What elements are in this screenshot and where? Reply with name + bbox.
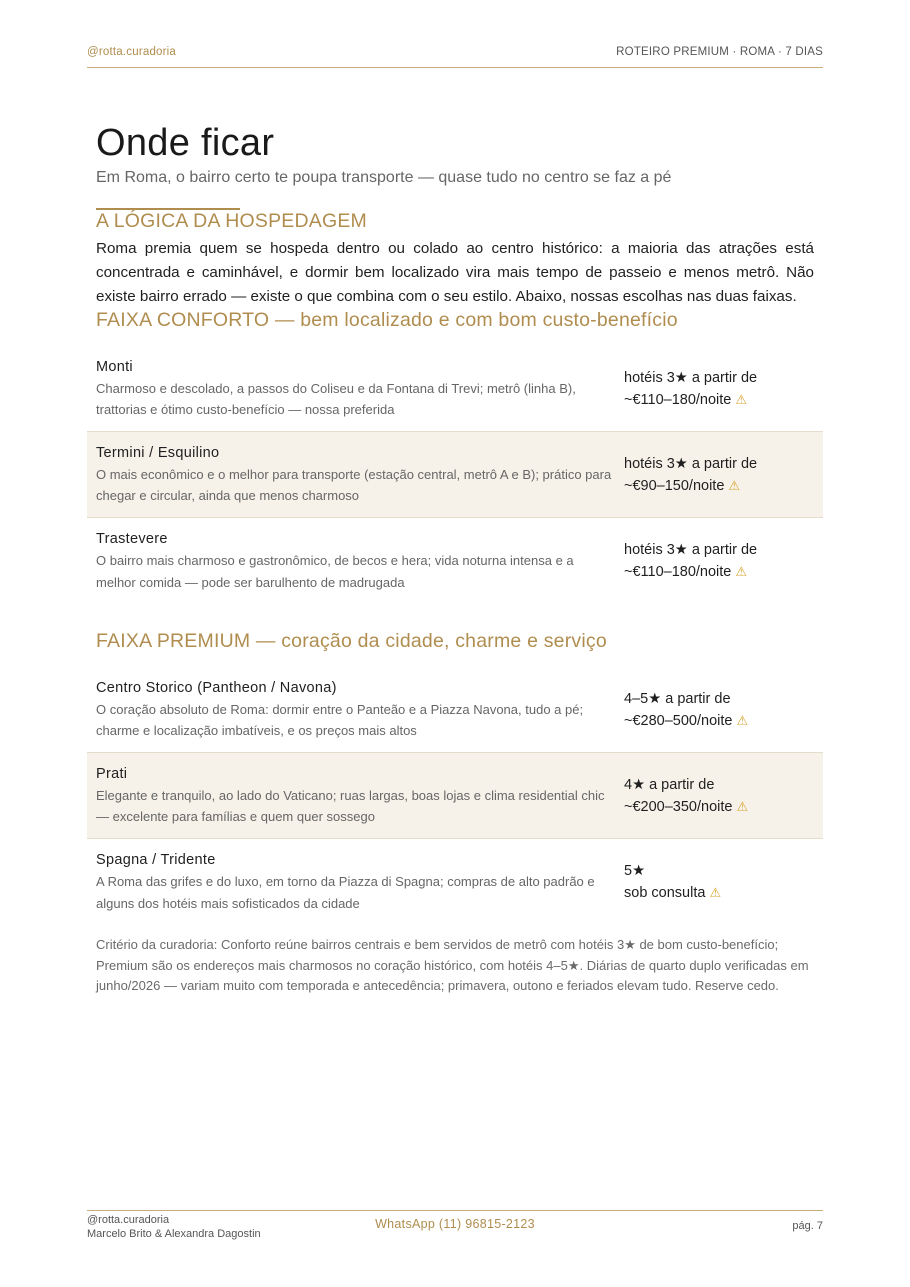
warning-icon: ⚠ [728,477,741,493]
table-row [87,667,823,753]
page-content [96,120,814,997]
table-row [87,753,823,839]
price-range: ~€110–180/noite [624,391,732,408]
price-category: hotéis 3★ a partir de [624,455,758,472]
warning-icon: ⚠ [709,885,722,900]
price-info [615,367,814,411]
price-range: ~€200–350/noite [624,798,733,815]
warning-icon: ⚠ [736,712,749,728]
price-range: ~€280–500/noite [624,712,733,729]
neighborhood-description: O coração absoluto de Roma: dormir entre o Panteão e a Piazza Navona, tudo a pé; charme e localização imbatíveis, e os preços mais altos [96,701,584,738]
logic-section-title: A LÓGICA DA HOSPEDAGEM [96,210,367,232]
neighborhood-name: Centro Storico (Pantheon / Navona) [96,679,337,696]
page-subtitle: Em Roma, o bairro certo te poupa transporte — quase tudo no centro se faz a pé [96,169,672,186]
warning-icon: ⚠ [736,798,749,814]
neighborhood-description: Elegante e tranquilo, ao lado do Vaticano; ruas largas, boas lojas e clima residential chic — excelente para famílias e quem quer sossego [96,787,605,824]
header-doc-label: ROTEIRO PREMIUM · ROMA · 7 DIAS [616,46,823,58]
price-info [615,860,814,904]
whatsapp-contact: WhatsApp (11) 96815-2123 [375,1217,535,1231]
tier-conforto-table [87,346,823,604]
header-brand: @rotta.curadoria [87,46,177,58]
price-range: sob consulta [624,885,706,901]
price-category: hotéis 3★ a partir de [624,542,758,558]
neighborhood-name: Monti [96,358,133,375]
price-info [615,774,814,818]
page-number: pág. 7 [792,1220,823,1232]
tier-conforto-title: FAIXA CONFORTO — bem localizado e com bom custo-benefício [96,309,678,331]
price-range: ~€110–180/noite [624,564,732,580]
table-row [87,839,823,925]
warning-icon: ⚠ [735,564,748,579]
neighborhood-name: Prati [96,765,128,782]
price-range: ~€90–150/noite [624,477,725,494]
table-row [87,518,823,604]
page-footer [87,1210,823,1241]
warning-icon: ⚠ [735,391,748,407]
neighborhood-description: O mais econômico e o melhor para transporte (estação central, metrô A e B); prático para chegar e circular, ainda que menos charmoso [96,466,612,503]
neighborhood-description: Charmoso e descolado, a passos do Coliseu e da Fontana di Trevi; metrô (linha B), trattorias e ótimo custo-benefício — nossa preferida [96,380,576,417]
logic-paragraph: Roma premia quem se hospeda dentro ou colado ao centro histórico: a maioria das atrações está concentrada e caminhável, e dormir bem localizado vira mais tempo de passeio e menos metrô. Não existe bairro errado — existe o que combina com o seu estilo. Abaixo, nossas escolhas nas duas faixas. [96,240,814,305]
table-row [87,432,823,518]
neighborhood-name: Termini / Esquilino [96,444,220,461]
price-category: 5★ [624,863,646,879]
price-info [615,688,814,732]
price-info [615,453,814,497]
neighborhood-name: Spagna / Tridente [96,852,216,868]
page-title: Onde ficar [96,122,275,164]
tier-premium-title: FAIXA PREMIUM — coração da cidade, charme e serviço [96,630,607,652]
price-info [615,539,814,583]
neighborhood-description: A Roma das grifes e do luxo, em torno da Piazza di Spagna; compras de alto padrão e alguns dos hotéis mais sofisticados da cidade [96,874,595,911]
tier-premium-table [87,667,823,925]
neighborhood-description: O bairro mais charmoso e gastronômico, de becos e hera; vida noturna intensa e a melhor comida — pode ser barulhento de madrugada [96,553,574,590]
price-category: hotéis 3★ a partir de [624,369,758,386]
price-category: 4★ a partir de [624,776,715,793]
neighborhood-name: Trastevere [96,531,168,547]
footer-brand: @rotta.curadoria [87,1214,170,1226]
price-category: 4–5★ a partir de [624,690,731,707]
curation-note: Critério da curadoria: Conforto reúne bairros centrais e bem servidos de metrô com hotéis 3★ de bom custo-benefício; Premium são os endereços mais charmosos no coração histórico, com hotéis 4–5★. Diárias de quarto duplo verificadas em junho/2026 — variam muito com temporada e antecedência; primavera, outono e feriados elevam tudo. Reserve cedo. [96,937,809,993]
page-header [87,46,823,68]
table-row [87,346,823,432]
footer-authors: Marcelo Brito & Alexandra Dagostin [87,1228,261,1240]
